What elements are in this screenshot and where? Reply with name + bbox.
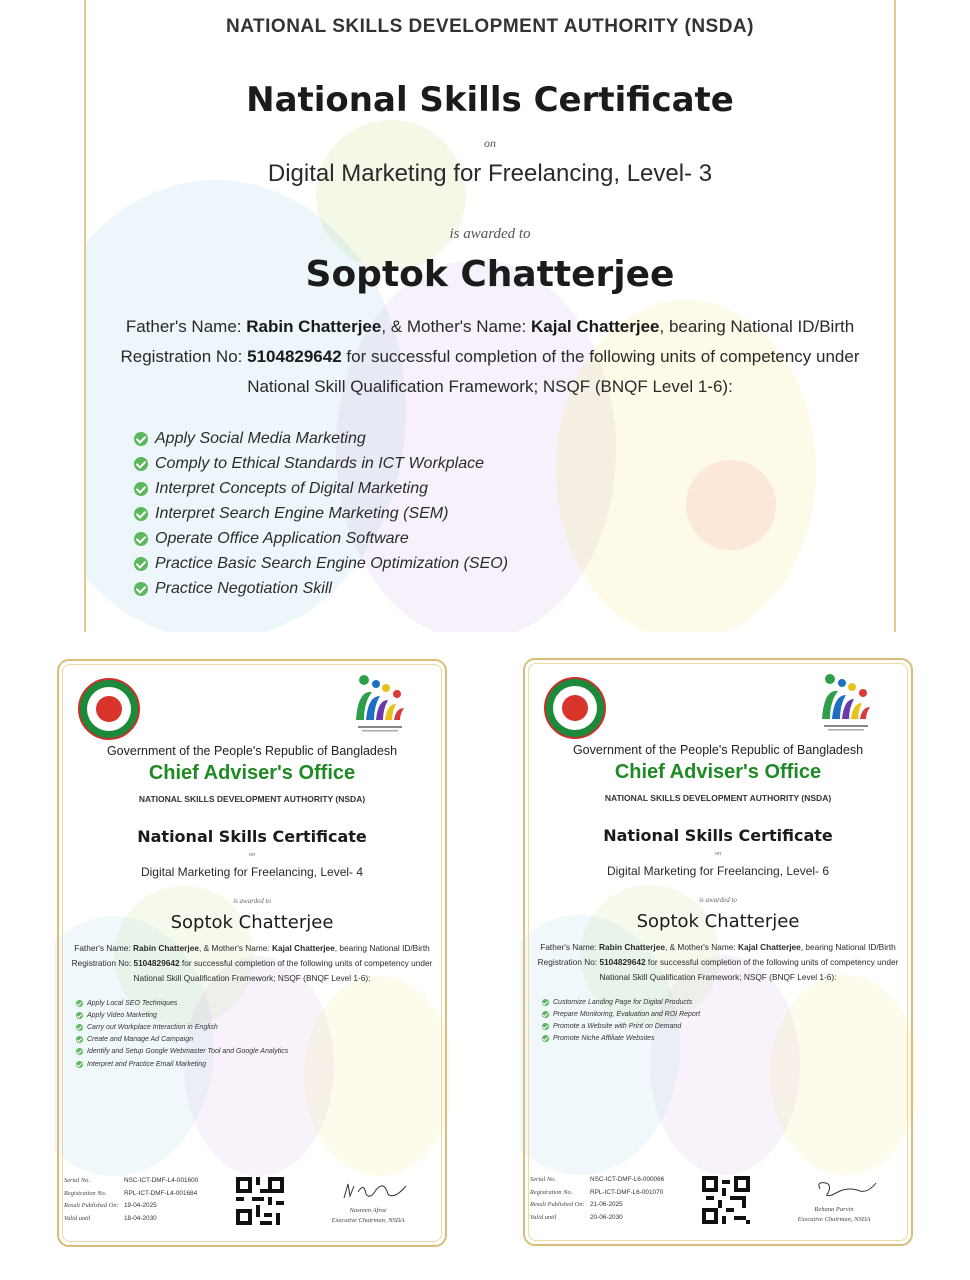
check-circle-icon (134, 457, 148, 471)
registration-number: 5104829642 (247, 347, 342, 366)
government-name: Government of the People's Republic of Bangladesh (572, 743, 864, 757)
list-item: Operate Office Application Software (134, 526, 508, 551)
list-item: Customize Landing Page for Digital Products (542, 996, 700, 1008)
qr-code-icon (702, 1176, 750, 1224)
qr-code-icon (236, 1177, 284, 1225)
signatory (772, 1205, 896, 1225)
list-item: Prepare Monitoring, Evaluation and ROI Report (542, 1008, 700, 1020)
signatory-role: Executive Chairman, NSDA (797, 1216, 871, 1223)
certificate-title: National Skills Certificate (246, 80, 734, 120)
list-item: Practice Negotiation Skill (134, 576, 508, 601)
competency-list (542, 996, 700, 1045)
signature-icon (314, 1176, 424, 1206)
list-item: Carry out Workplace Interaction in English (76, 1021, 288, 1033)
list-item: Create and Manage Ad Campaign (76, 1034, 288, 1046)
check-circle-icon (542, 1011, 549, 1018)
competency-list (134, 426, 508, 601)
list-item: Comply to Ethical Standards in ICT Workplace (134, 451, 508, 476)
certificate-level-6 (520, 655, 916, 1249)
check-circle-icon (134, 507, 148, 521)
valid-until-date: 18-04-2030 (124, 1214, 157, 1222)
list-item: Practice Basic Search Engine Optimization (SEO) (134, 551, 508, 576)
signatory-role: Executive Chairman, NSDA (331, 1217, 405, 1224)
list-item: Apply Video Marketing (76, 1009, 288, 1021)
authority-name: NATIONAL SKILLS DEVELOPMENT AUTHORITY (NSDA) (604, 793, 832, 803)
government-seal-icon (78, 678, 140, 740)
certificate-title: National Skills Certificate (137, 827, 367, 846)
authority-name: NATIONAL SKILLS DEVELOPMENT AUTHORITY (NSDA) (138, 794, 366, 804)
list-item: Identify and Setup Google Webmaster Tool and Google Analytics (76, 1046, 288, 1058)
check-circle-icon (542, 1035, 549, 1042)
on-label: on (484, 136, 496, 150)
certificate-meta: Serial No. NSC-ICT-DMF-L4-001600 Registration No. RPL-ICT-DMF-L4-001684 Result Published On: 19-04-2025 Valid until 18-04-2030 (64, 1177, 198, 1227)
nsda-logo-icon (350, 672, 410, 736)
signatory-name: Nasreen Afroz (349, 1207, 387, 1214)
father-name: Rabin Chatterjee (246, 317, 382, 336)
recipient-name: Soptok Chatterjee (170, 912, 334, 933)
check-circle-icon (134, 557, 148, 571)
awarded-to-label: is awarded to (449, 226, 531, 242)
result-date: 19-04-2025 (124, 1202, 157, 1209)
signatory (306, 1206, 430, 1226)
signatory-name: Rehana Parvin (814, 1206, 854, 1213)
recipient-name: Soptok Chatterjee (305, 254, 675, 295)
registration-id: RPL-ICT-DMF-L6-001070 (590, 1188, 664, 1196)
competency-list (76, 997, 288, 1070)
list-item: Apply Local SEO Techniques (76, 997, 288, 1009)
mother-label: , & Mother's Name: (381, 317, 532, 336)
course-title: Digital Marketing for Freelancing, Level- 6 (606, 864, 830, 878)
mother-name: Kajal Chatterjee (531, 317, 660, 336)
signature-icon (780, 1175, 890, 1205)
on-label: on (249, 852, 255, 858)
authority-name: NATIONAL SKILLS DEVELOPMENT AUTHORITY (NSDA) (226, 16, 754, 37)
check-circle-icon (76, 1000, 83, 1007)
certificate-meta: Serial No. NSC-ICT-DMF-L6-000066 Registration No. RPL-ICT-DMF-L6-001070 Result Published On: 21-06-2025 Valid until 20-06-2030 (530, 1176, 664, 1226)
check-circle-icon (542, 999, 549, 1006)
check-circle-icon (134, 532, 148, 546)
check-circle-icon (76, 1036, 83, 1043)
certificate-level-4 (54, 656, 450, 1250)
father-label: Father's Name: (125, 317, 247, 336)
check-circle-icon (542, 1023, 549, 1030)
nsda-logo-icon (816, 671, 876, 735)
course-title: Digital Marketing for Freelancing, Level- 4 (140, 865, 364, 879)
registration-id: RPL-ICT-DMF-L4-001684 (124, 1189, 198, 1197)
list-item: Promote Niche Affiliate Websites (542, 1033, 700, 1045)
list-item: Apply Social Media Marketing (134, 426, 508, 451)
certificate-title: National Skills Certificate (603, 826, 833, 845)
check-circle-icon (134, 432, 148, 446)
government-seal-icon (544, 677, 606, 739)
office-name: Chief Adviser's Office (148, 762, 356, 784)
check-circle-icon (76, 1012, 83, 1019)
valid-until-date: 20-06-2030 (590, 1213, 623, 1221)
on-label: on (715, 851, 721, 857)
certificate-statement: Father's Name: Rabin Chatterjee, & Mother's Name: Kajal Chatterjee, bearing National ID/Birth Registration No: 5104829642 for successful completion of the following units of competency under National Skill Qualification Framework; NSQF (BNQF Level 1-6): (537, 942, 899, 982)
serial-number: NSC-ICT-DMF-L6-000066 (590, 1176, 665, 1183)
certificate-statement (108, 312, 872, 402)
statement-tail: for successful completion of the following units of competency under National Skill Qualification Framework; NSQF (BNQF Level 1-6): (247, 347, 860, 396)
recipient-name: Soptok Chatterjee (636, 911, 800, 932)
certificate-statement: Father's Name: Rabin Chatterjee, & Mother's Name: Kajal Chatterjee, bearing National ID/Birth Registration No: 5104829642 for successful completion of the following units of competency under National Skill Qualification Framework; NSQF (BNQF Level 1-6): (71, 943, 433, 983)
office-name: Chief Adviser's Office (614, 761, 822, 783)
list-item: Interpret and Practice Email Marketing (76, 1058, 288, 1070)
check-circle-icon (76, 1061, 83, 1068)
top-certificate (84, 0, 896, 632)
list-item: Interpret Search Engine Marketing (SEM) (134, 501, 508, 526)
result-date: 21-06-2025 (590, 1201, 623, 1208)
course-title: Digital Marketing for Freelancing, Level- 3 (267, 160, 713, 187)
serial-number: NSC-ICT-DMF-L4-001600 (124, 1177, 199, 1184)
awarded-to-label: is awarded to (699, 896, 737, 904)
check-circle-icon (134, 582, 148, 596)
government-name: Government of the People's Republic of Bangladesh (106, 744, 398, 758)
check-circle-icon (76, 1024, 83, 1031)
list-item: Promote a Website with Print on Demand (542, 1020, 700, 1032)
check-circle-icon (76, 1048, 83, 1055)
list-item: Interpret Concepts of Digital Marketing (134, 476, 508, 501)
registration-label: , bearing National ID/Birth Registration No: (120, 317, 855, 366)
check-circle-icon (134, 482, 148, 496)
awarded-to-label: is awarded to (233, 897, 271, 905)
